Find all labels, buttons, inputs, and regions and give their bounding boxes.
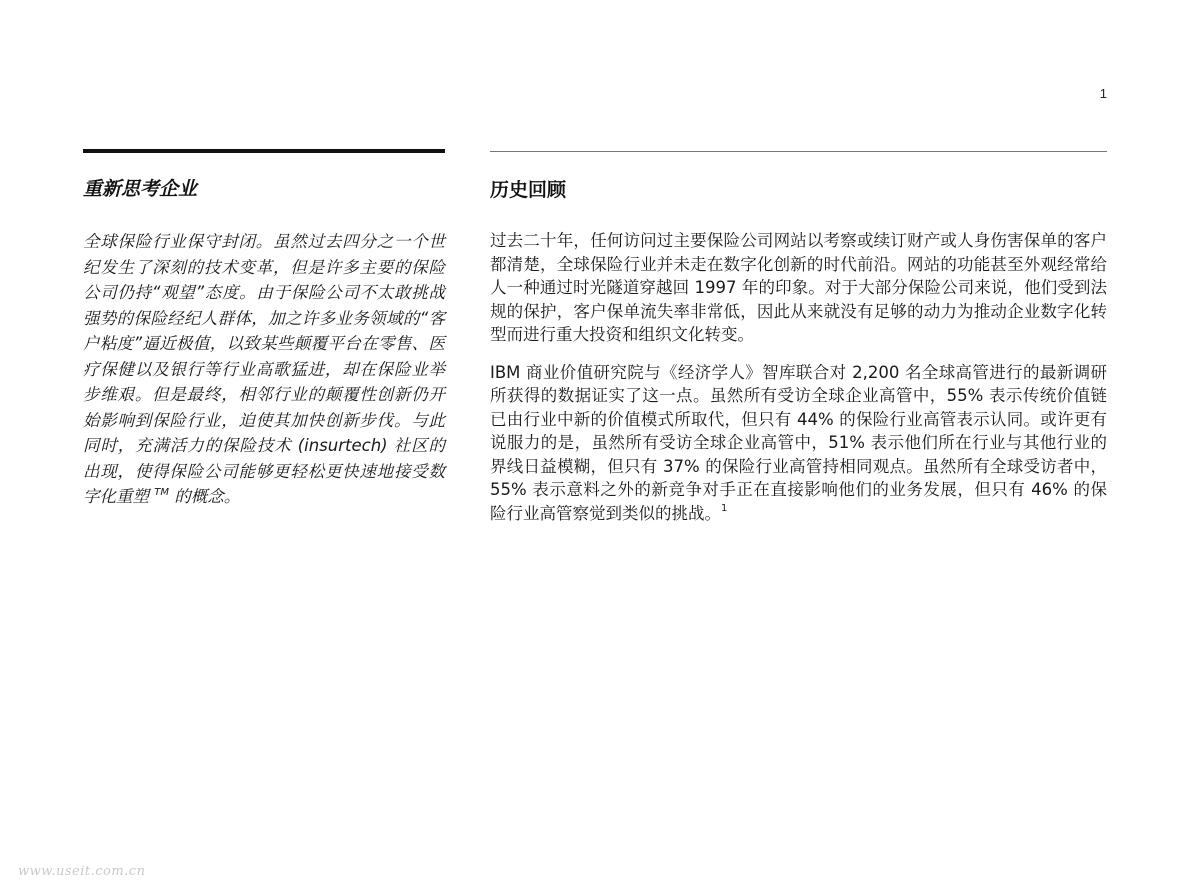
main-body [490, 229, 1107, 525]
sidebar-body-text [83, 229, 445, 510]
main-top-rule [490, 151, 1107, 152]
sidebar-column [83, 149, 445, 510]
main-paragraph-2-text: IBM 商业价值研究院与《经济学人》智库联合对 2,200 名全球高管进行的最新调研所获得的数据证实了这一点。虽然所有受访全球企业高管中，55% 表示传统价值链已由行业中新的价值模式所取代，但只有 44% 的保险行业高管表示认同。或许更有说服力的是，虽然所有受访全球企业高管中，51% 表示他们所在行业与其他行业的界线日益模糊，但只有 37% 的保险行业高管持相同观点。虽然所有全球受访者中，55% 表示意料之外的新竞争对手正在直接影响他们的业务发展，但只有 46% 的保险行业高管察觉到类似的挑战。 [490, 362, 1107, 523]
footnote-ref: 1 [721, 503, 728, 514]
sidebar-body-main: 全球保险行业保守封闭。虽然过去四分之一个世纪发生了深刻的技术变革，但是许多主要的保险公司仍持“观望”态度。由于保险公司不太敢挑战强势的保险经纪人群体，加之许多业务领域的“客户粘度”逼近极值，以致某些颠覆平台在零售、医疗保健以及银行等行业高歌猛进，却在保险业举步维艰。但是最终，相邻行业的颠覆性创新仍开始影响到保险行业，迫使其加快创新步伐。与此同时，充满活力的保险技术 (insurtech) 社区的出现，使得保险公司能够更轻松更快速地接受数字化重塑 [83, 232, 445, 506]
sidebar-heading: 重新思考企业 [83, 178, 198, 200]
trademark-mark: TM [154, 486, 169, 498]
page-number: 1 [1099, 86, 1107, 101]
main-paragraph-2 [490, 361, 1107, 526]
watermark: www.useit.com.cn [18, 864, 146, 879]
main-heading: 历史回顾 [490, 179, 567, 201]
sidebar-top-rule [83, 149, 445, 153]
sidebar-body-end: 的概念。 [174, 487, 241, 506]
main-column [490, 149, 1107, 539]
main-paragraph-1: 过去二十年，任何访问过主要保险公司网站以考察或续订财产或人身伤害保单的客户都清楚，全球保险行业并未走在数字化创新的时代前沿。网站的功能甚至外观经常给人一种通过时光隧道穿越回 1997 年的印象。对于大部分保险公司来说，他们受到法规的保护，客户保单流失率非常低，因此从来就没有足够的动力为推动企业数字化转型而进行重大投资和组织文化转变。 [490, 231, 1107, 344]
